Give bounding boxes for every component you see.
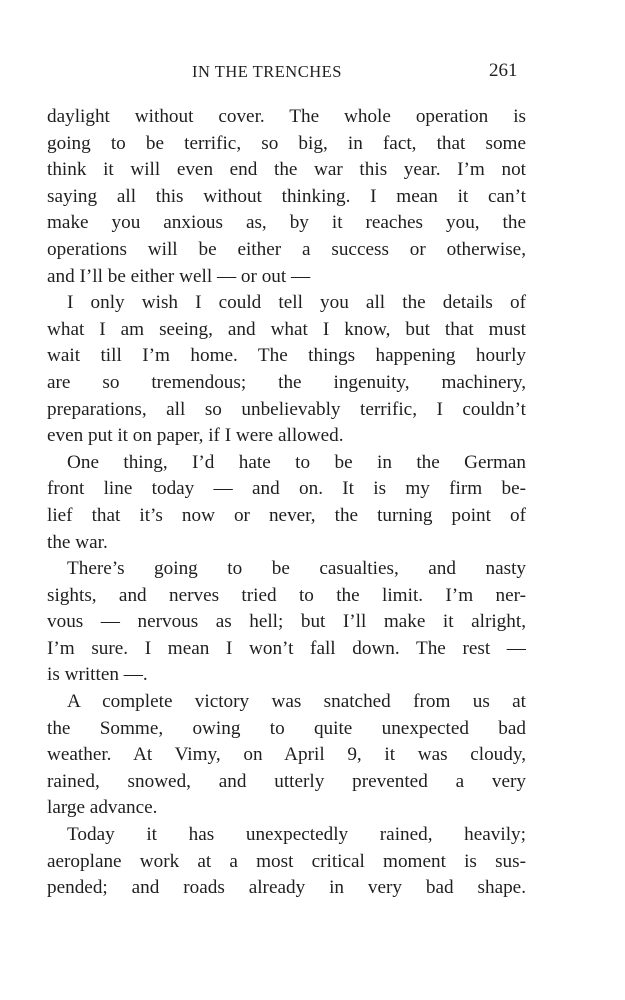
text-line: rained, snowed, and utterly prevented a very: [47, 770, 526, 792]
text-line: preparations, all so unbelievably terrific, I couldn’t: [47, 398, 526, 420]
text-line: are so tremendous; the ingenuity, machinery,: [47, 371, 526, 393]
text-line: One thing, I’d hate to be in the German: [67, 451, 526, 473]
paragraph: [47, 290, 526, 450]
text-line: pended; and roads already in very bad shape.: [47, 877, 526, 899]
text-line: saying all this without thinking. I mean it can’t: [47, 185, 526, 207]
text-line: front line today — and on. It is my firm be-: [47, 478, 526, 500]
text-line: going to be terrific, so big, in fact, that some: [47, 132, 526, 154]
text-line: lief that it’s now or never, the turning point of: [47, 504, 526, 526]
paragraph: [47, 822, 526, 902]
text-line: I’m sure. I mean I won’t fall down. The rest —: [47, 637, 526, 659]
text-line: wait till I’m home. The things happening hourly: [47, 345, 526, 367]
paragraph: [47, 556, 526, 689]
text-line: sights, and nerves tried to the limit. I’m ner-: [47, 584, 526, 606]
text-line: the Somme, owing to quite unexpected bad: [47, 717, 526, 739]
text-line: Today it has unexpectedly rained, heavily;: [67, 824, 526, 846]
text-line: what I am seeing, and what I know, but that must: [47, 318, 526, 340]
text-line: I only wish I could tell you all the details of: [67, 292, 526, 314]
text-line: large advance.: [47, 797, 158, 819]
paragraph: [47, 104, 526, 290]
text-line: the war.: [47, 531, 108, 553]
text-line: and I’ll be either well — or out —: [47, 265, 311, 287]
text-line: even put it on paper, if I were allowed.: [47, 425, 344, 447]
text-line: There’s going to be casualties, and nasty: [67, 558, 526, 580]
text-line: operations will be either a success or otherwise,: [47, 238, 526, 260]
text-line: is written —.: [47, 664, 148, 686]
text-line: daylight without cover. The whole operation is: [47, 106, 526, 127]
running-title: IN THE TRENCHES: [192, 62, 342, 81]
paragraph: [47, 689, 526, 822]
text-line: think it will even end the war this year. I’m not: [47, 159, 526, 181]
page-number: 261: [489, 60, 518, 81]
running-head: [0, 60, 625, 86]
paragraph: [47, 450, 526, 556]
text-line: aeroplane work at a most critical moment is sus-: [47, 850, 526, 872]
body-text: [47, 104, 526, 902]
text-line: weather. At Vimy, on April 9, it was cloudy,: [47, 744, 526, 766]
text-line: A complete victory was snatched from us at: [67, 691, 526, 713]
text-line: vous — nervous as hell; but I’ll make it alright,: [47, 611, 526, 633]
text-line: make you anxious as, by it reaches you, the: [47, 212, 526, 234]
